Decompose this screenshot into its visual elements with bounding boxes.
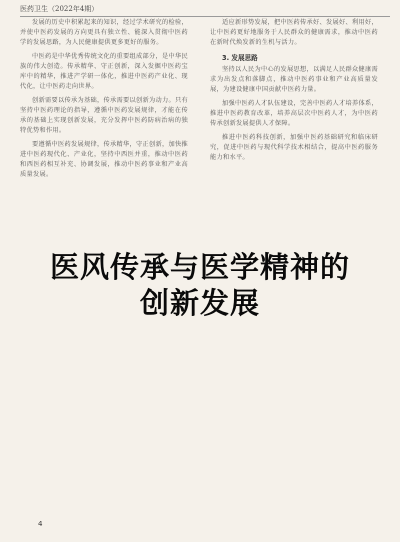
journal-header: 医药卫生（2022年4期） xyxy=(20,4,390,17)
body-paragraph: 加强中医药人才队伍建设，完善中医药人才培养体系，推进中医药教育改革，培养高层次中医药人才，为中医药传承创新发展提供人才保障。 xyxy=(210,100,378,127)
article-title-line-1: 医风传承与医学精神的 xyxy=(49,250,350,284)
body-paragraph: 创新需要以传承为基础，传承需要以创新为动力。只有坚持中医药理论的指导，遵循中医药发展规律，才能在传承的基础上实现创新发展，充分发挥中医药防病治病的独特优势和作用。 xyxy=(20,97,188,134)
body-paragraph: 坚持以人民为中心的发展思想，以满足人民群众健康需求为出发点和落脚点，推动中医药事业和产业高质量发展，为建设健康中国贡献中医药力量。 xyxy=(210,66,378,93)
body-paragraph: 推进中医药科技创新，加强中医药基础研究和临床研究，促进中医药与现代科学技术相结合，提高中医药服务能力和水平。 xyxy=(210,134,378,161)
body-paragraph: 适应新形势发展，把中医药传承好、发展好、利用好，让中医药更好地服务于人民群众的健康需求，推动中医药在新时代焕发新的生机与活力。 xyxy=(210,19,378,46)
body-paragraph: 发展的历史中积累起来的知识，经过学术研究的检验，并使中医药发展的方向更具有独立性、能深入贯彻中医药学的发展思路，为人民健康提供更多更好的服务。 xyxy=(20,19,188,46)
title-banner xyxy=(0,236,400,334)
body-paragraph: 中医药是中华优秀传统文化的重要组成部分，是中华民族的伟大创造。传承精华、守正创新，深入发掘中医药宝库中的精华，推进产学研一体化，推进中医药产业化、现代化，让中医药走向世界。 xyxy=(20,53,188,90)
article-title-line-2: 创新发展 xyxy=(139,286,260,320)
page-number: 4 xyxy=(38,520,43,528)
body-paragraph: 要遵循中医药发展规律，传承精华，守正创新，加快推进中医药现代化、产业化，坚持中西医并重，推动中医药和西医药相互补充、协调发展，推动中医药事业和产业高质量发展。 xyxy=(20,141,188,178)
section-heading: 3. 发展思路 xyxy=(222,54,258,62)
